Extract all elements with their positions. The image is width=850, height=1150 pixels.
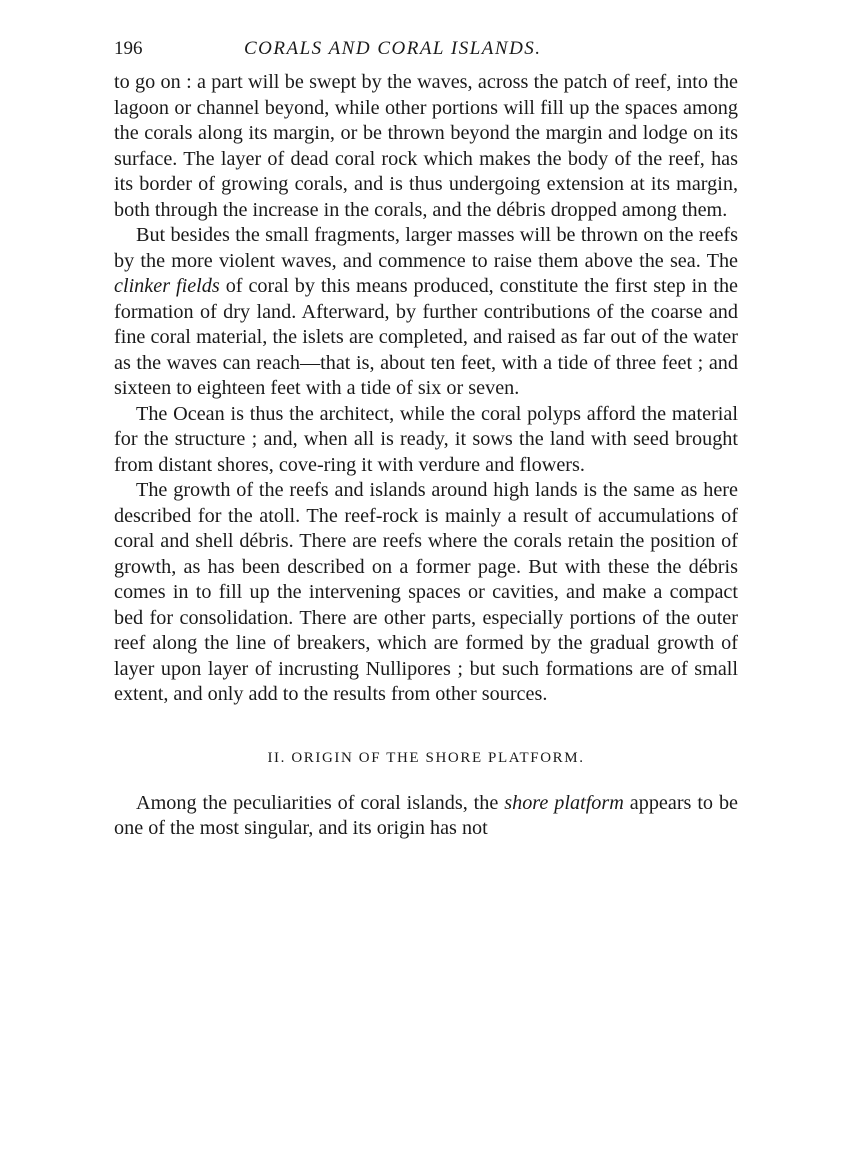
clinker-fields-term: clinker fields bbox=[114, 275, 220, 297]
body-text bbox=[114, 70, 738, 708]
paragraph-4 bbox=[114, 478, 738, 708]
shore-platform-term: shore platform bbox=[504, 791, 624, 814]
paragraph-2-text-a: But besides the small fragments, larger masses will be thrown on the reefs by the more violent waves, and commence to raise them above the sea. The bbox=[114, 224, 738, 272]
paragraph-1 bbox=[114, 70, 738, 223]
paragraph-4-text: The growth of the reefs and islands around high lands is the same as here described for the atoll. The reef-rock is mainly a result of accumulations of coral and shell débris. There are reefs where the corals retain the position of growth, as has been described on a former page. But with these the débris comes in to fill up the intervening spaces or cavities, and make a compact bed for consolidation. There are other parts, especially portions of the outer reef along the line of breakers, which are formed by the gradual growth of layer upon layer of incrusting Nullipores ; but such formations are of small extent, and only add to the results from other sources. bbox=[114, 479, 738, 705]
paragraph-3-text: The Ocean is thus the architect, while the coral polyps afford the material for the structure ; and, when all is ready, it sows the land with seed brought from distant shores, cove-ring it with verdure and flowers. bbox=[114, 402, 738, 476]
closing-paragraph bbox=[114, 791, 738, 842]
page-number: 196 bbox=[114, 38, 143, 59]
paragraph-1-text: to go on : a part will be swept by the waves, across the patch of reef, into the lagoon or channel beyond, while other portions will fill up the spaces among the corals along its margin, or be thrown beyond the margin and lodge on its surface. The layer of dead coral rock which makes the body of the reef, has its border of growing corals, and is thus undergoing extension at its margin, both through the increase in the corals, and the débris dropped among them. bbox=[114, 71, 738, 221]
closing-section bbox=[114, 791, 738, 842]
paragraph-2 bbox=[114, 223, 738, 402]
book-page bbox=[114, 38, 738, 842]
running-head bbox=[114, 38, 738, 70]
closing-text-a: Among the peculiarities of coral islands, the bbox=[136, 791, 505, 814]
closing-text-b: appears to be one of the most singular, and its origin has not bbox=[114, 791, 739, 839]
paragraph-2-text-b: of coral by this means produced, constitute the first step in the formation of dry land. Afterward, by further contributions of the coarse and fine coral material, the islets are completed, and raised as far out of the water as the waves can reach—that is, about ten feet, with a tide of three feet ; and sixteen to eighteen feet with a tide of six or seven. bbox=[114, 275, 738, 399]
paragraph-3 bbox=[114, 402, 738, 479]
section-heading: II. ORIGIN OF THE SHORE PLATFORM. bbox=[267, 749, 585, 766]
running-title: CORALS AND CORAL ISLANDS. bbox=[244, 38, 542, 59]
